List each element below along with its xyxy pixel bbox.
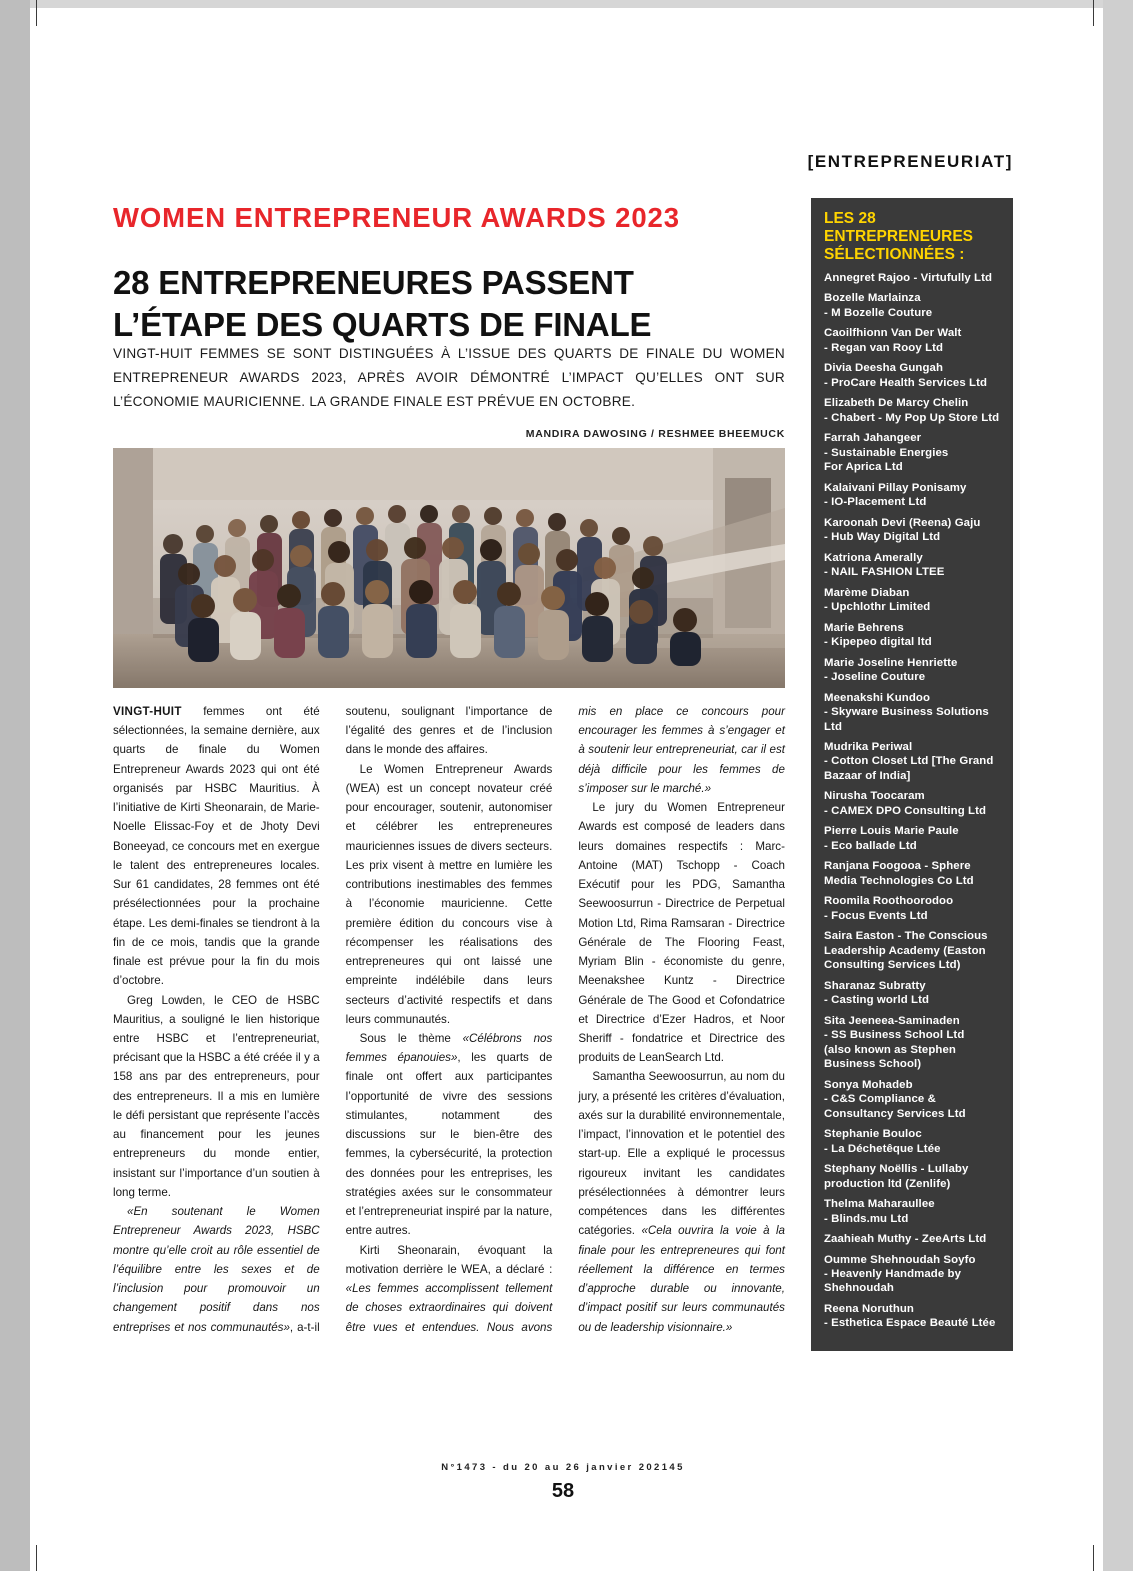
list-item: Divia Deesha Gungah - ProCare Health Services Ltd [824, 362, 988, 389]
body-paragraph [578, 1067, 785, 1336]
theme-title: «Célébrons nos femmes épanouies» [345, 1031, 553, 1065]
body-paragraph [113, 991, 320, 1203]
page-top-margin [30, 0, 1103, 8]
selected-entrepreneurs-sidebar [811, 198, 1013, 1351]
body-paragraph-text: Greg Lowden, le CEO de HSBC Mauritius, a souligné le lien historique entre HSBC et l’entrepreneuriat, précisant que la HSBC a été créée il y a 158 ans par des entrepreneurs, pour des entrepreneurs. Il a mis en lumière le défi persistant que représente l’accès au financement pour les jeunes entrepreneurs du monde entier, insistant sur l’importance d’un soutien à long terme. [113, 993, 320, 1199]
body-paragraph-text: Le Women Entrepreneur Awards (WEA) est un concept novateur créé pour encourager, soutenir, autonomiser et célébrer les entrepreneures mauriciennes issues de divers secteurs. Les prix visent à mettre en lumière les contributions inestimables des femmes à l’économie mauricienne. Cette première édition du concours vise à récompenser les réalisations des entrepreneures qui ont laissé une empreinte indélébile dans leurs secteurs d’activité respectifs et dans leurs communautés. [345, 762, 553, 1026]
crop-mark-bottom-right [1093, 1545, 1094, 1571]
body-paragraph [578, 798, 785, 1067]
list-item: Oumme Shehnoudah Soyfo - Heavenly Handmade by Shehnoudah [824, 1253, 976, 1295]
list-item: Bozelle Marlainza - M Bozelle Couture [824, 292, 933, 319]
body-paragraph-text: femmes ont été sélectionnées, la semaine dernière, aux quarts de finale du Women Entrepreneur Awards 2023 qui ont été organisés par HSBC Mauritius. À l’initiative de Kirti Sheonarain, de Marie-Noelle Elissac-Foy et de Jhoty Devi Boneeyad, ce concours met en exergue le talent des entrepreneures locales. Sur 61 candidates, 28 femmes ont été présélectionnées pour la prochaine étape. Les demi-finales se tiendront à la fin de ce mois, tandis que la grande finale est prévue pour la fin du mois d’octobre. [113, 705, 320, 988]
article-byline: MANDIRA DAWOSING / RESHMEE BHEEMUCK [525, 428, 785, 440]
theme-intro: Sous le thème [359, 1031, 463, 1045]
paragraph5-intro: Samantha Seewoosurrun, au nom du jury, a présenté les critères d’évaluation, axés sur la durabilité environnementale, l’impact, l’innovation et le potentiel des start-up. Elle a expliqué le processus rigoureux invitant les candidates présélectionnées à démontrer leurs compétences dans les différentes catégories. [578, 1070, 785, 1238]
article-kicker: WOMEN ENTREPRENEUR AWARDS 2023 [113, 202, 680, 233]
page-number: 58 [551, 1480, 575, 1502]
article-standfirst: VINGT-HUIT FEMMES SE SONT DISTINGUÉES À L’ISSUE DES QUARTS DE FINALE DU WOMEN ENTREPRENEUR AWARDS 2023, APRÈS AVOIR DÉMONTRÉ L’IMPACT QU’ELLES ONT SUR L’ÉCONOMIE MAURICIENNE. LA GRANDE FINALE EST PRÉVUE EN OCTOBRE. [113, 346, 785, 409]
sidebar-list [824, 271, 1000, 1331]
crop-mark-top-left [36, 0, 37, 26]
section-tag: [ENTREPRENEURIAT] [807, 152, 1013, 171]
list-item: Marie Behrens - Kipepeo digital ltd [824, 621, 932, 649]
list-item: Nirusha Toocaram - CAMEX DPO Consulting Ltd [824, 790, 987, 817]
list-item: Sonya Mohadeb - C&S Compliance & Consultancy Services Ltd [824, 1078, 966, 1120]
page-title: 28 ENTREPRENEURES PASSENT L’ÉTAPE DES QUARTS DE FINALE [113, 264, 652, 344]
body-lead-word: VINGT-HUIT [113, 705, 182, 718]
list-item: Marème Diaban - Upchlothr Limited [824, 586, 931, 614]
page-left-margin [0, 0, 30, 1571]
crop-mark-top-right [1093, 0, 1094, 26]
list-item: Thelma Maharaullee - Blinds.mu Ltd [824, 1198, 935, 1225]
list-item: Annegret Rajoo - Virtufully Ltd [824, 271, 993, 284]
list-item: Stephany Noëllis - Lullaby production ltd (Zenlife) [824, 1163, 969, 1190]
body-paragraph-text: Le jury du Women Entrepreneur Awards est composé de leaders dans leurs domaines respectifs : Marc-Antoine (MAT) Tschopp - Coach Exécutif pour les PDG, Samantha Seewoosurrun - Directrice de Perpetual Motion Ltd, Rima Ramsaran - Directrice Générale de The Flooring Feast, Myriam Blin - économiste du genre, Meenakshee Kuntz - Directrice Générale de The Good et Cofondatrice et Directrice d’Ezer Hadros, et Noor Sheriff - fondatrice et Directrice des produits de LeanSearch Ltd. [578, 801, 785, 1065]
body-quote: «Les femmes accomplissent tellement de choses extraordinaires qui doivent être vues et entendues. Nous avons mis en place ce concours pour encourager les femmes à s’engager et à soutenir leur entrepreneuriat, car il est déjà difficile pour les femmes de s’imposer sur le marché.» [345, 705, 785, 1334]
list-item: Katriona Amerally - NAIL FASHION LTEE [824, 551, 945, 579]
list-item: Mudrika Periwal - Cotton Closet Ltd [The Grand Bazaar of India] [824, 740, 994, 782]
theme-rest: , les quarts de finale ont offert aux participantes l’opportunité de vivre des sessions stimulantes, notamment des discussions sur le bien-être des femmes, la cybersécurité, la protection des données pour les entreprises, les stratégies axées sur le consommateur et l’entrepreneuriat inspiré par la nature, entre autres. [345, 1051, 553, 1238]
list-item: Zaahieah Muthy - ZeeArts Ltd [824, 1233, 987, 1246]
list-item: Pierre Louis Marie Paule - Eco ballade Ltd [824, 825, 959, 852]
list-item: Stephanie Bouloc - La Déchetêque Ltée [824, 1128, 941, 1155]
article-body [113, 702, 785, 1432]
page-right-margin [1103, 0, 1133, 1571]
list-item: Meenakshi Kundoo - Skyware Business Solutions Ltd [824, 691, 989, 733]
list-item: Kalaivani Pillay Ponisamy - IO-Placement Ltd [824, 481, 967, 509]
body-quote-tail: , a-t-il soutenu, soulignant l’importance de l’égalité des genres et de l’inclusion dans le monde des affaires. [289, 705, 553, 1334]
list-item: Ranjana Foogooa - Sphere Media Technologies Co Ltd [824, 860, 974, 887]
sidebar-title: LES 28 ENTREPRENEURES SÉLECTIONNÉES : [824, 210, 973, 263]
list-item: Caoilfhionn Van Der Walt - Regan van Rooy Ltd [824, 327, 962, 354]
list-item: Sita Jeeneea-Saminaden - SS Business School Ltd (also known as Stephen Business School) [824, 1014, 965, 1071]
list-item: Farrah Jahangeer - Sustainable Energies For Aprica Ltd [824, 432, 949, 474]
article-photo [113, 448, 785, 688]
issue-line: N°1473 - du 20 au 26 janvier 202145 [441, 1462, 685, 1473]
body-paragraph [346, 760, 553, 1029]
body-quote: «En soutenant le Women Entrepreneur Awards 2023, HSBC montre qu’elle croit au rôle essentiel de l’équilibre entre les sexes et de l’inclusion pour promouvoir un changement positif dans nos entreprises et nos communautés» [113, 1205, 320, 1334]
list-item: Saira Easton - The Conscious Leadership Academy (Easton Consulting Services Ltd) [824, 930, 988, 972]
body-paragraph [346, 1029, 553, 1241]
list-item: Sharanaz Subratty - Casting world Ltd [824, 979, 930, 1007]
list-item: Elizabeth De Marcy Chelin - Chabert - My Pop Up Store Ltd [824, 397, 1000, 424]
crop-mark-bottom-left [36, 1545, 37, 1571]
list-item: Karoonah Devi (Reena) Gaju - Hub Way Digital Ltd [824, 516, 981, 544]
list-item: Roomila Roothoorodoo - Focus Events Ltd [824, 895, 954, 922]
paragraph3-intro: Kirti Sheonarain, évoquant la motivation derrière le WEA, a déclaré : [345, 1243, 553, 1276]
body-quote: «Cela ouvrira la voie à la finale pour les entrepreneures qui font réellement la différence en termes d’approche durable ou innovante, d’impact positif sur leurs communautés ou de leadership visionnaire.» [578, 1224, 785, 1334]
list-item: Reena Noruthun - Esthetica Espace Beauté Ltée [824, 1302, 996, 1330]
body-paragraph [113, 702, 320, 991]
list-item: Marie Joseline Henriette - Joseline Couture [824, 656, 958, 684]
